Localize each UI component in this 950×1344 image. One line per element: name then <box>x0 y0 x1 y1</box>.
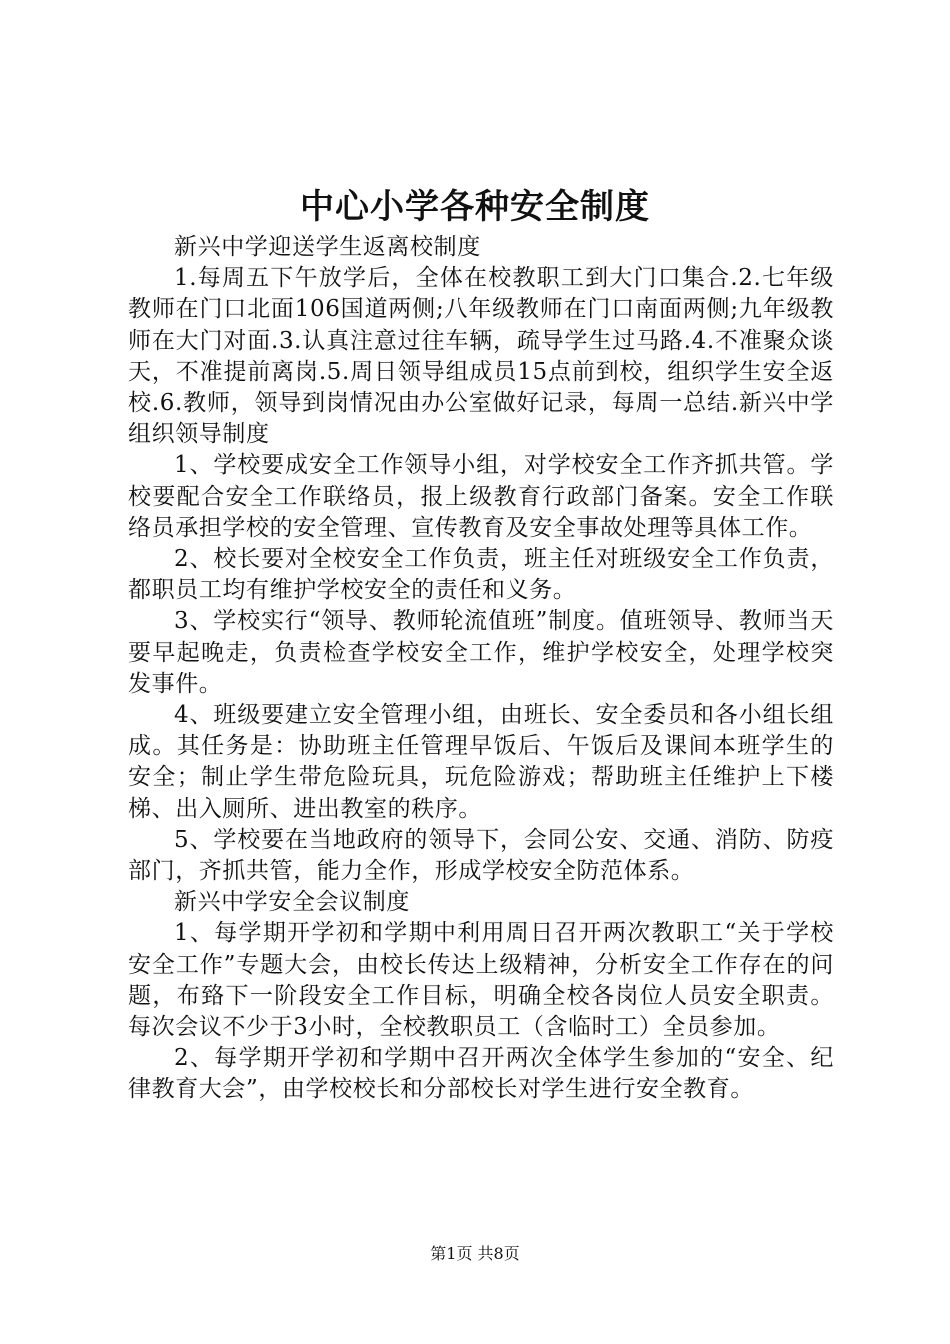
paragraph: 4、班级要建立安全管理小组，由班长、安全委员和各小组长组成。其任务是：协助班主任管理早饭后、午饭后及课间本班学生的安全；制止学生带危险玩具，玩危险游戏；帮助班主任维护上下楼梯、出入厕所、进出教室的秩序。 <box>128 702 834 822</box>
document-title: 中心小学各种安全制度 <box>300 187 650 227</box>
section-heading-pickup-dropoff: 新兴中学迎送学生返离校制度 <box>174 234 481 260</box>
paragraph: 2、校长要对全校安全工作负责，班主任对班级安全工作负责，都职员工均有维护学校安全的责任和义务。 <box>128 546 834 604</box>
document-body <box>128 232 834 1106</box>
section-heading-safety-meeting: 新兴中学安全会议制度 <box>174 889 410 916</box>
page-number-footer: 第1页 共8页 <box>430 1244 520 1263</box>
paragraph: 1、每学期开学初和学期中利用周日召开两次教职工“关于学校安全工作”专题大会，由校长传达上级精神，分析安全工作存在的问题，布臵下一阶段安全工作目标，明确全校各岗位人员安全职责。每次会议不少于3小时，全校教职员工（含临时工）全员参加。 <box>128 920 834 1041</box>
paragraph: 1、学校要成安全工作领导小组，对学校安全工作齐抓共管。学校要配合安全工作联络员，报上级教育行政部门备案。安全工作联络员承担学校的安全管理、宣传教育及安全事故处理等具体工作。 <box>128 452 834 541</box>
paragraph: 1.每周五下午放学后，全体在校教职工到大门口集合.2.七年级教师在门口北面106国道两侧;八年级教师在门口南面两侧;九年级教师在大门对面.3.认真注意过往车辆，疏导学生过马路.4.不准聚众谈天，不准提前离岗.5.周日领导组成员15点前到校，组织学生安全返校.6.教师，领导到岗情况由办公室做好记录，每周一总结.新兴中学组织领导制度 <box>128 265 834 448</box>
paragraph: 5、学校要在当地政府的领导下，会同公安、交通、消防、防疫部门，齐抓共管，能力全作，形成学校安全防范体系。 <box>128 826 834 885</box>
paragraph: 3、学校实行“领导、教师轮流值班”制度。值班领导、教师当天要早起晚走，负责检查学校安全工作，维护学校安全，处理学校突发事件。 <box>128 608 834 697</box>
paragraph: 2、每学期开学初和学期中召开两次全体学生参加的“安全、纪律教育大会”，由学校校长和分部校长对学生进行安全教育。 <box>128 1045 834 1103</box>
